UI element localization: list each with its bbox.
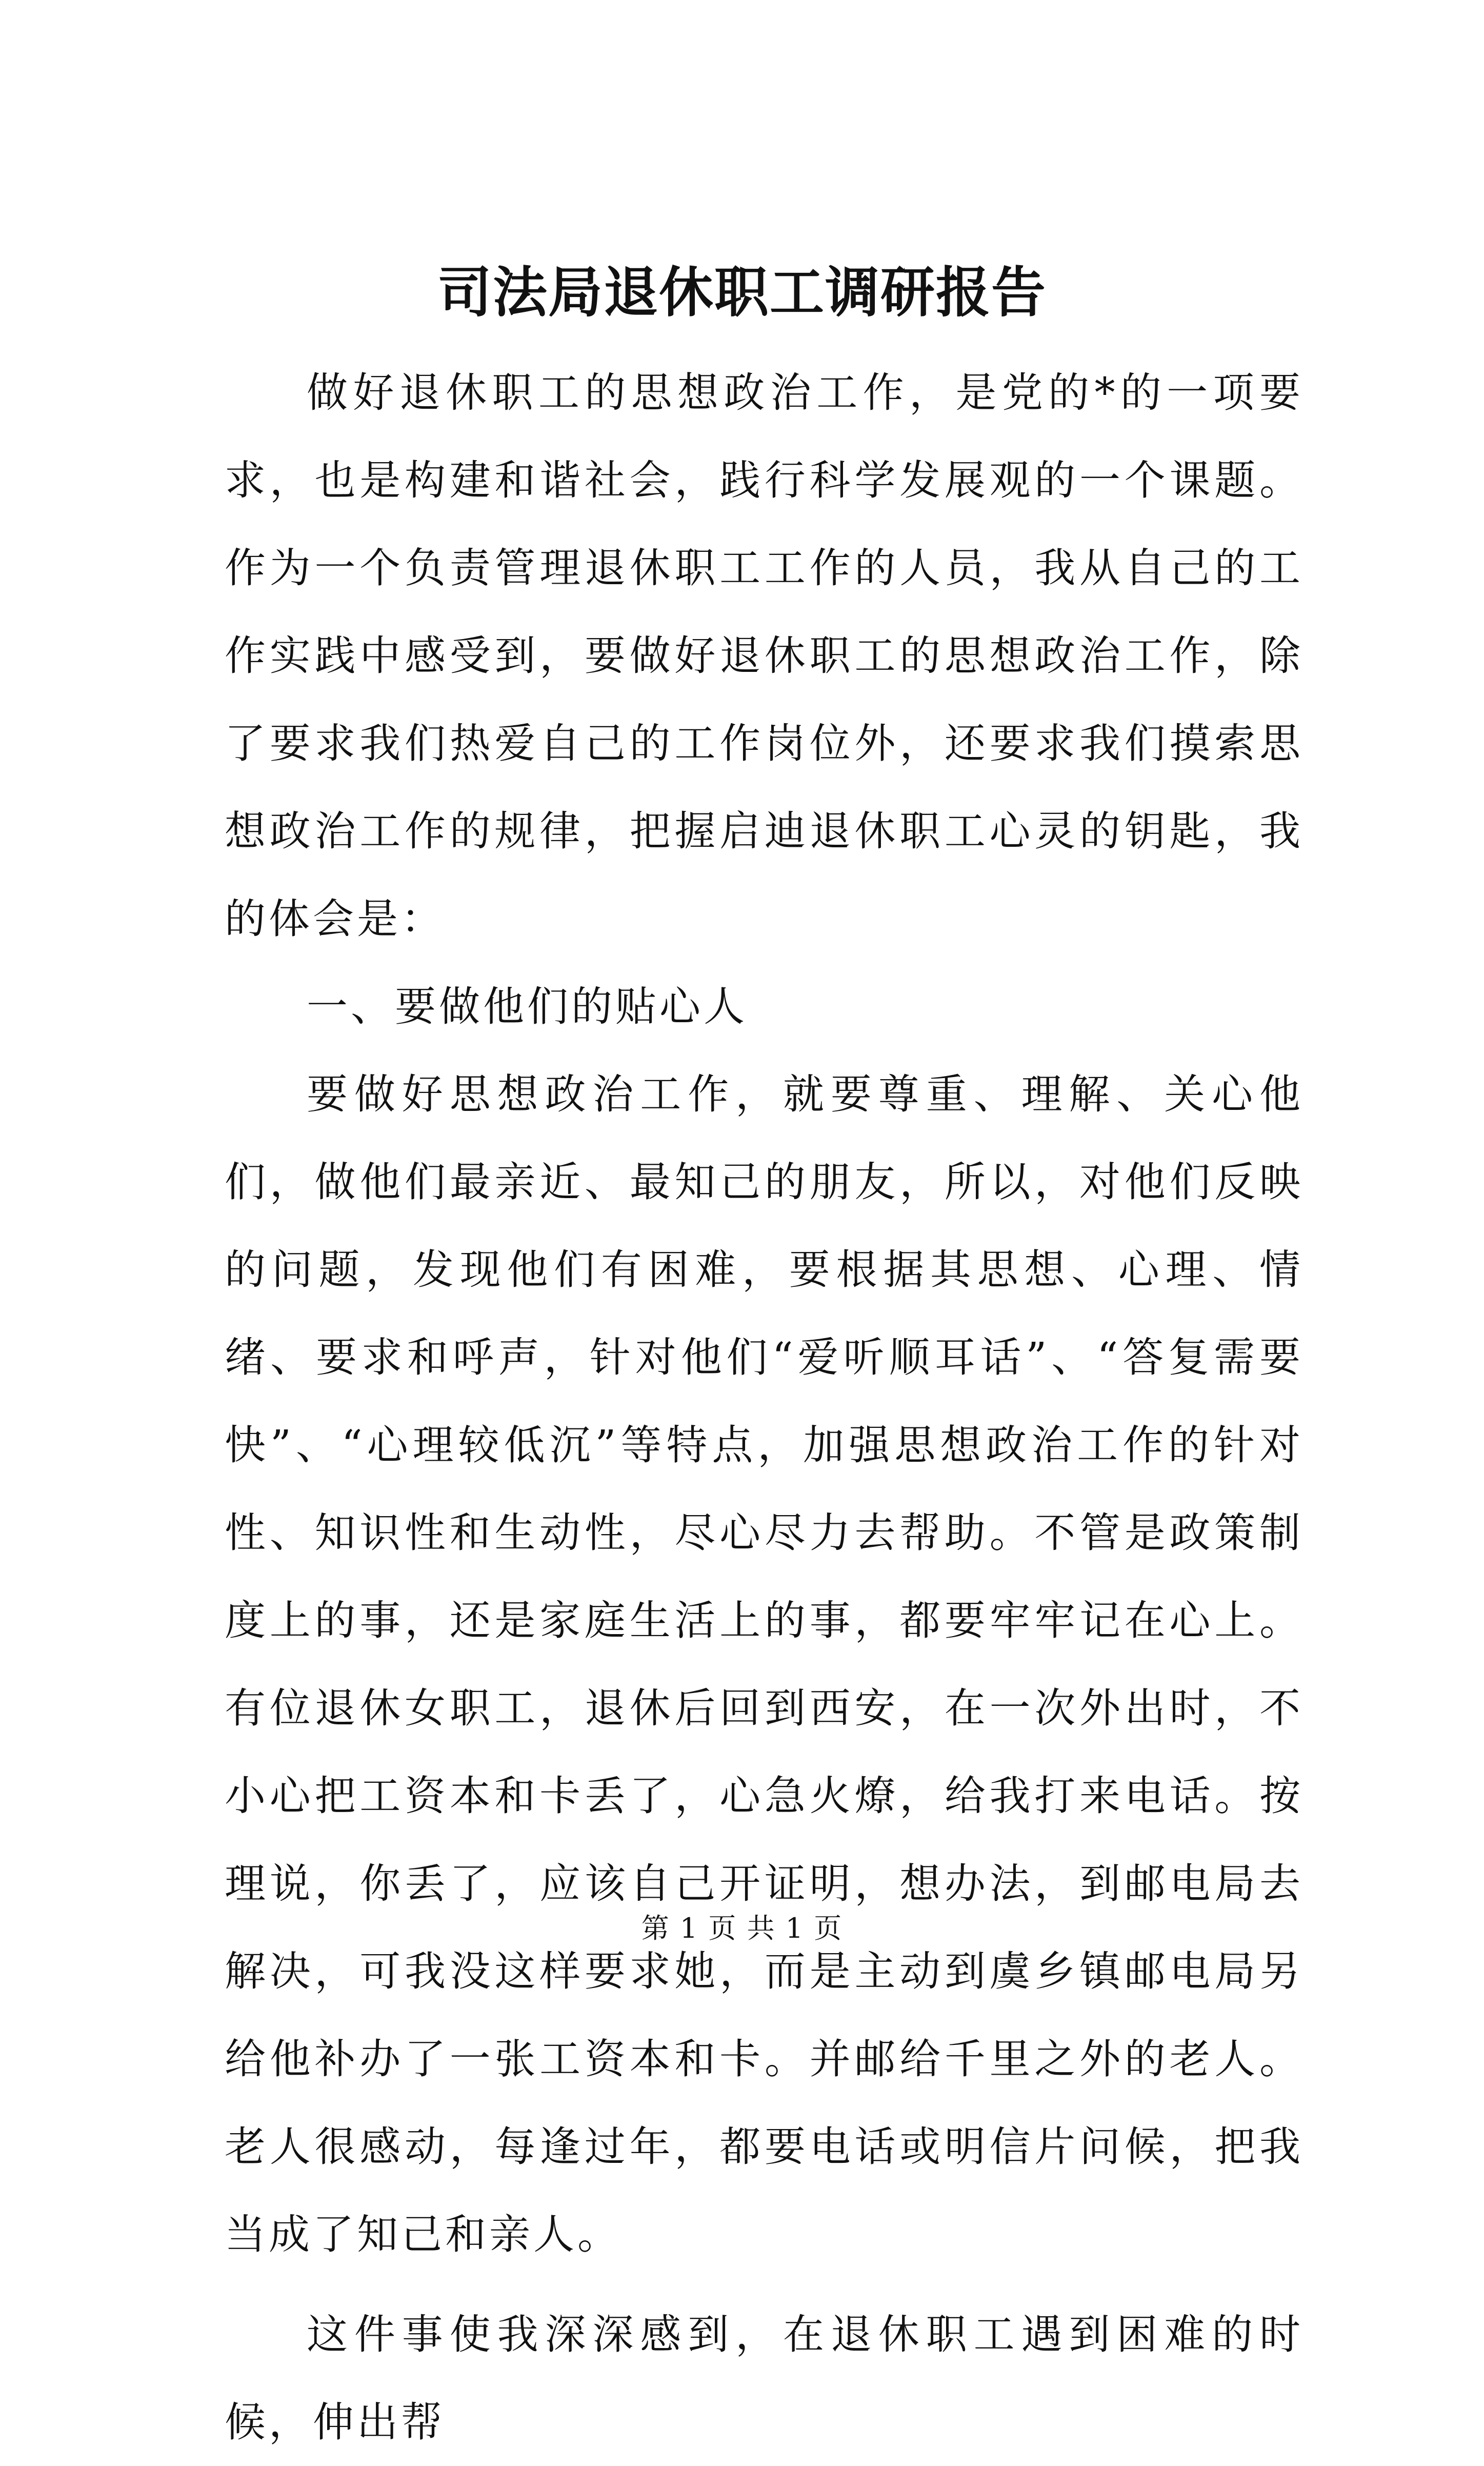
section-heading-1: 一、要做他们的贴心人 — [307, 983, 748, 1030]
document-body — [225, 349, 1303, 2466]
paragraph-continuation: 这件事使我深深感到，在退休职工遇到困难的时候，伸出帮 — [225, 2311, 1303, 2446]
paragraph-section-1: 要做好思想政治工作，就要尊重、理解、关心他们，做他们最亲近、最知己的朋友，所以，对他们反映的问题，发现他们有困难，要根据其思想、心理、情绪、要求和呼声，针对他们“爱听顺耳话”、“答复需要快”、“心理较低沉”等特点，加强思想政治工作的针对性、知识性和生动性，尽心尽力去帮助。不管是政策制度上的事，还是家庭生活上的事，都要牢牢记在心上。有位退休女职工，退休后回到西安，在一次外出时，不小心把工资本和卡丢了，心急火燎，给我打来电话。按理说，你丢了，应该自己开证明，想办法，到邮电局去解决，可我没这样要求她，而是主动到虞乡镇邮电局另给他补办了一张工资本和卡。并邮给千里之外的老人。老人很感动，每逢过年，都要电话或明信片问候，把我当成了知己和亲人。 — [225, 1070, 1303, 2258]
page-footer: 第 1 页 共 1 页 — [641, 1912, 843, 1944]
paragraph-intro: 做好退休职工的思想政治工作，是党的*的一项要求，也是构建和谐社会，践行科学发展观的一个课题。作为一个负责管理退休职工工作的人员，我从自己的工作实践中感受到，要做好退休职工的思想政治工作，除了要求我们热爱自己的工作岗位外，还要求我们摸索思想政治工作的规律，把握启迪退休职工心灵的钥匙，我的体会是： — [225, 369, 1303, 943]
document-title: 司法局退休职工调研报告 — [437, 260, 1047, 324]
